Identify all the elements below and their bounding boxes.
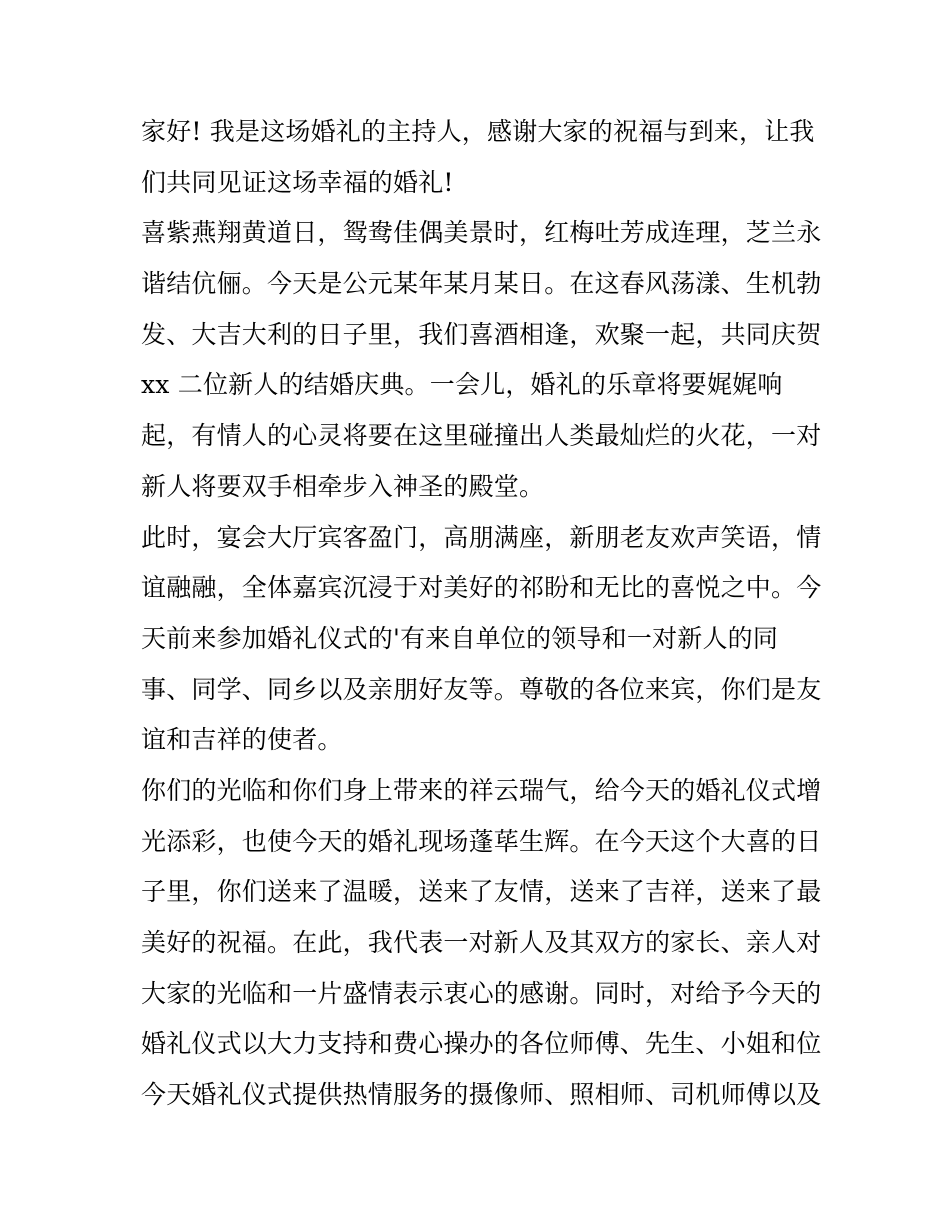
text-line: 喜紫燕翔黄道日，鸳鸯佳偶美景时，红梅吐芳成连理，芝兰永 — [141, 218, 822, 248]
text-line: 发、大吉大利的日子里，我们喜酒相逢，欢聚一起，共同庆贺 — [141, 319, 822, 349]
text-line: 大家的光临和一片盛情表示衷心的感谢。同时，对给予今天的 — [141, 978, 822, 1008]
text-line: 们共同见证这场幸福的婚礼! — [141, 167, 454, 197]
text-line: 子里，你们送来了温暖，送来了友情，送来了吉祥，送来了最 — [141, 877, 822, 907]
speech-text — [141, 107, 822, 1121]
text-line: 天前来参加婚礼仪式的'有来自单位的领导和一对新人的同 — [141, 623, 779, 653]
text-line: 家好! 我是这场婚礼的主持人，感谢大家的祝福与到来，让我 — [141, 117, 815, 146]
text-line: 谐结伉俪。今天是公元某年某月某日。在这春风荡漾、生机勃 — [141, 269, 822, 299]
text-line: 新人将要双手相牵步入神圣的殿堂。 — [141, 471, 545, 501]
text-line: xx 二位新人的结婚庆典。一会儿，婚礼的乐章将要娓娓响 — [141, 370, 783, 400]
text-line: 事、同学、同乡以及亲朋好友等。尊敬的各位来宾，你们是友 — [141, 674, 822, 704]
text-line: 谊和吉祥的使者。 — [141, 725, 343, 755]
text-line: 婚礼仪式以大力支持和费心操办的各位师傅、先生、小姐和位 — [141, 1029, 822, 1059]
text-line: 谊融融，全体嘉宾沉浸于对美好的祁盼和无比的喜悦之中。今 — [141, 573, 822, 603]
text-line: 光添彩，也使今天的婚礼现场蓬荜生辉。在今天这个大喜的日 — [141, 826, 822, 856]
text-line: 此时，宴会大厅宾客盈门，高朋满座，新朋老友欢声笑语，情 — [141, 522, 822, 552]
text-line: 你们的光临和你们身上带来的祥云瑞气，给今天的婚礼仪式增 — [141, 775, 822, 805]
text-line: 美好的祝福。在此，我代表一对新人及其双方的家长、亲人对 — [141, 928, 822, 957]
text-line: 起，有情人的心灵将要在这里碰撞出人类最灿烂的火花，一对 — [141, 421, 822, 451]
text-line: 今天婚礼仪式提供热情服务的摄像师、照相师、司机师傅以及 — [141, 1080, 822, 1110]
